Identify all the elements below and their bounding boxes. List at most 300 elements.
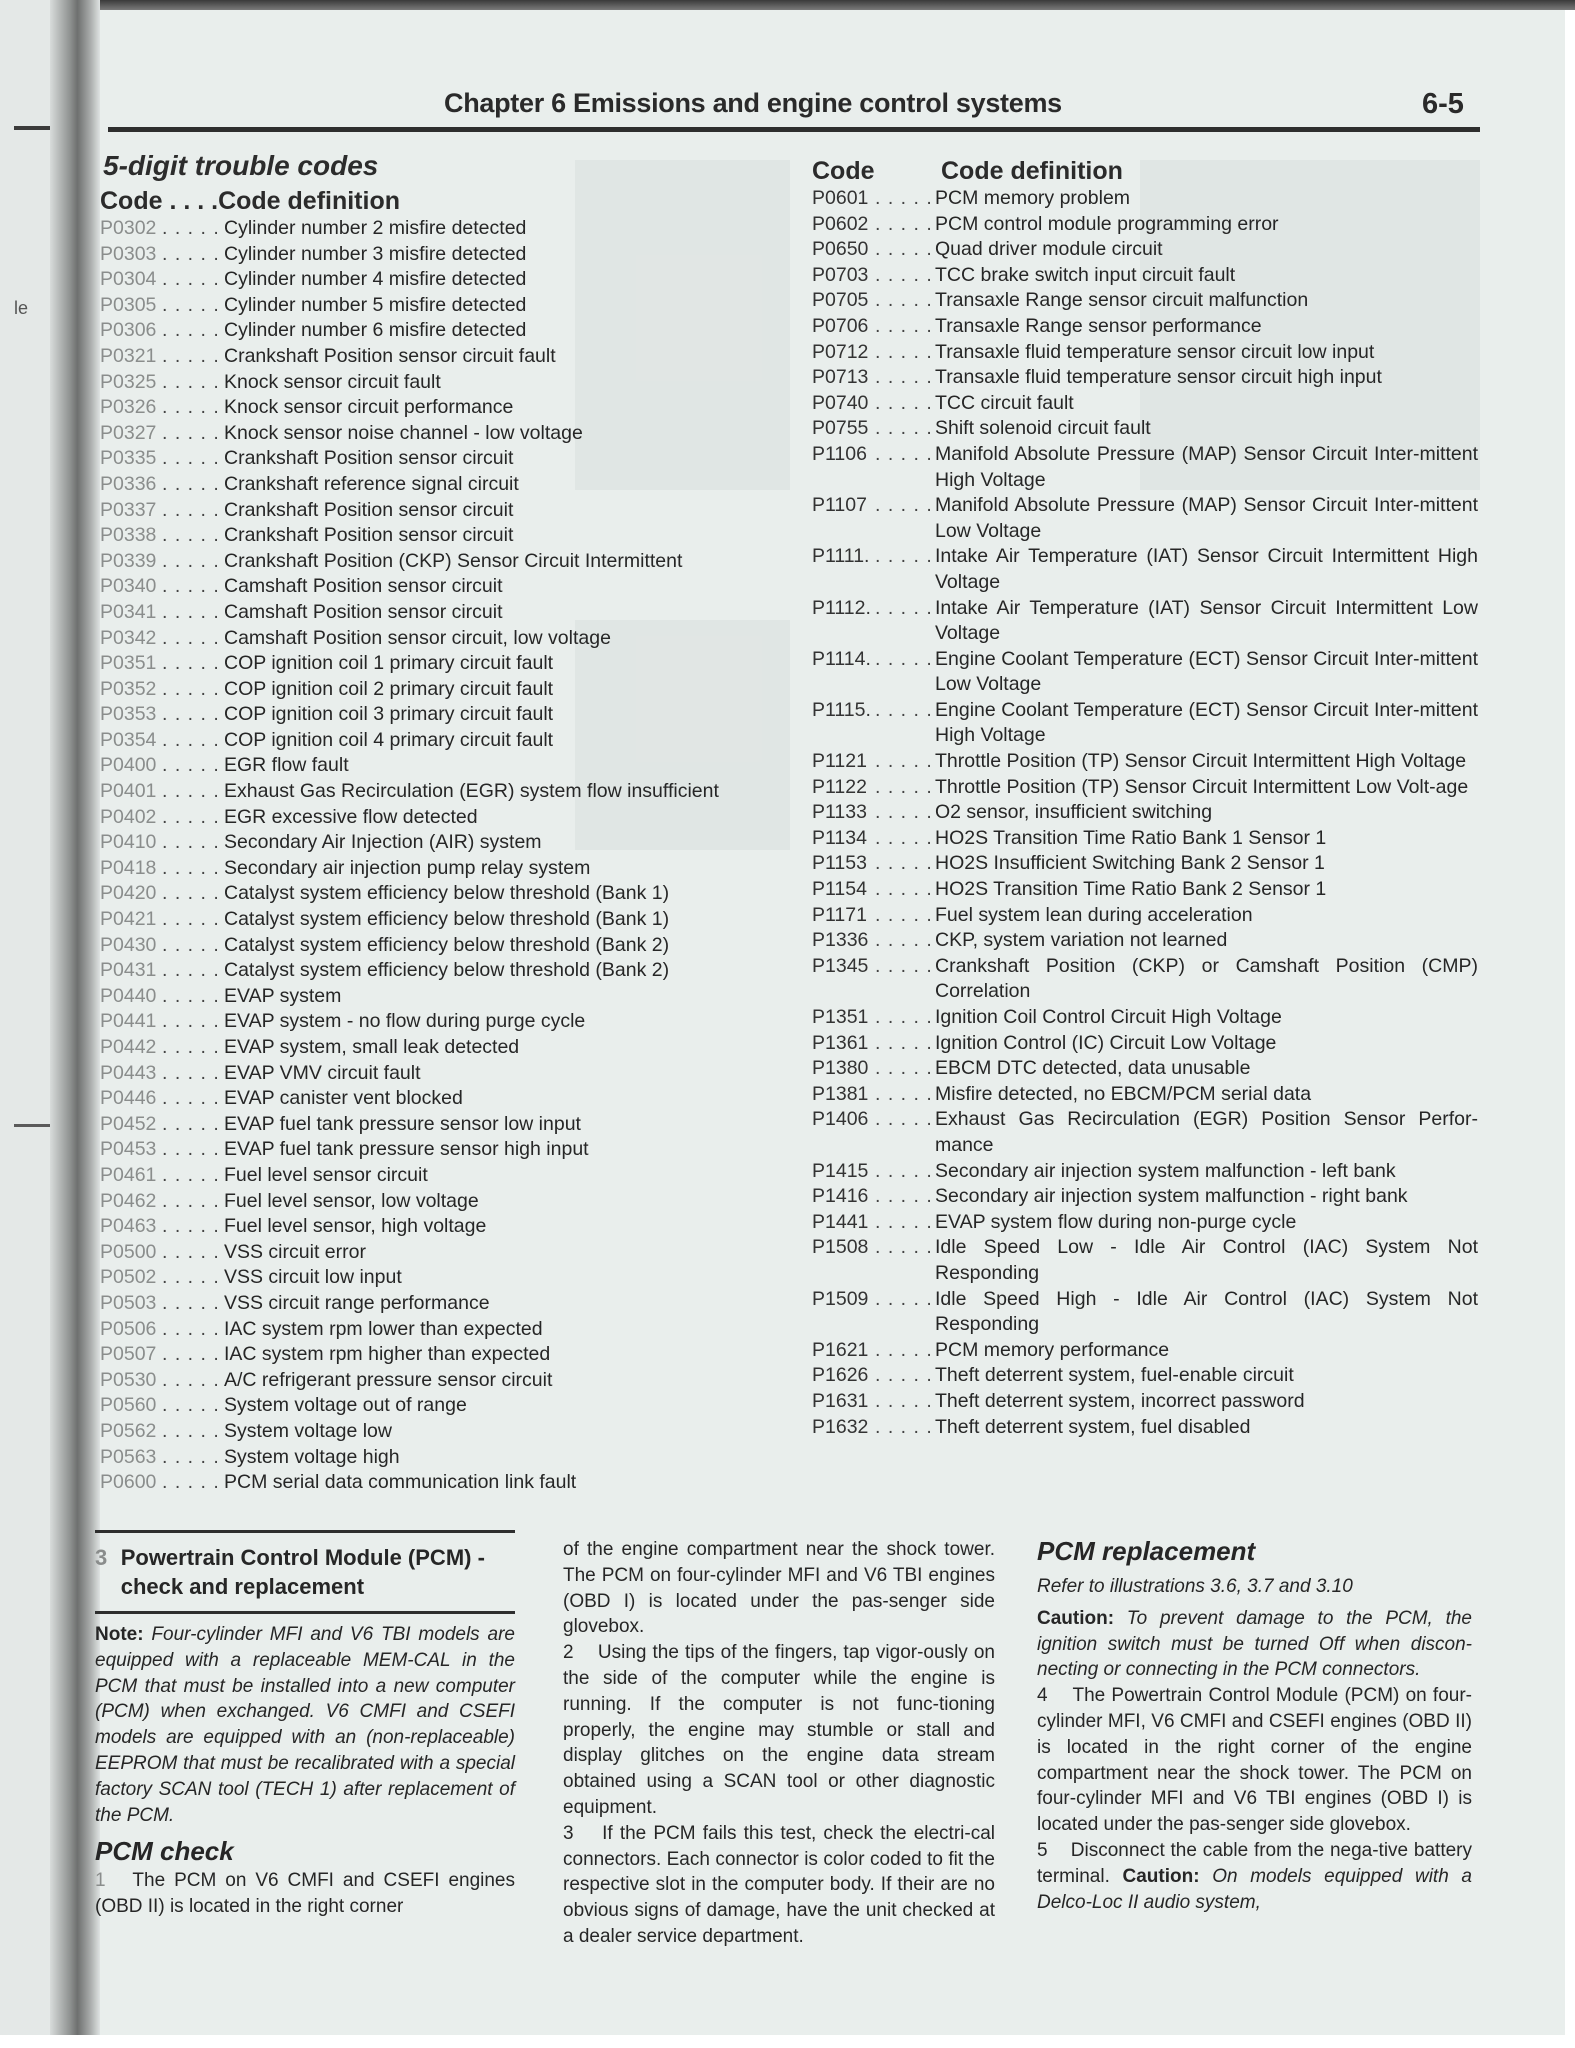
code-row <box>812 544 1478 595</box>
code-value: P1621 <box>812 1338 869 1361</box>
code-row <box>812 928 1478 954</box>
leader-dots: . . . . . <box>875 417 933 440</box>
leader-dots: . . . . . <box>162 1343 220 1366</box>
text-column-1 <box>95 1530 515 1920</box>
leader-dots: . . . . . <box>875 1287 933 1310</box>
code-value: P0453 <box>100 1138 157 1161</box>
code-value: P0430 <box>100 933 157 956</box>
code-value: P0401 <box>100 780 157 803</box>
code-value: P0342 <box>100 626 157 649</box>
code-definition: EBCM DTC detected, data unusable <box>935 1057 1251 1080</box>
code-row <box>100 651 719 677</box>
step-number: 4 <box>1037 1685 1048 1707</box>
code-definition: Camshaft Position sensor circuit <box>224 600 503 623</box>
leader-dots: . . . . . <box>162 1291 220 1314</box>
code-definition: Cylinder number 4 misfire detected <box>224 268 527 291</box>
code-value: P1631 <box>812 1389 869 1412</box>
leader-dots: . . . . . <box>875 801 933 824</box>
subheading-pcm-check: PCM check <box>95 1836 234 1867</box>
code-row <box>812 1056 1478 1082</box>
code-row <box>100 1265 719 1291</box>
column-header-dots: . . . . <box>169 187 219 215</box>
code-row <box>812 800 1478 826</box>
leader-dots: . . . . . <box>162 1445 220 1468</box>
code-definition: PCM serial data communication link fault <box>224 1471 577 1494</box>
code-definition: Transaxle fluid temperature sensor circuit high input <box>935 366 1382 389</box>
code-definition: VSS circuit low input <box>224 1266 402 1289</box>
code-value: P0506 <box>100 1317 157 1340</box>
leader-dots: . . . . . <box>162 882 220 905</box>
code-row <box>812 647 1478 698</box>
code-value: P0441 <box>100 1010 157 1033</box>
caution-paragraph <box>1037 1606 1472 1683</box>
code-row <box>100 600 719 626</box>
code-value: P0327 <box>100 421 157 444</box>
code-definition: Cylinder number 3 misfire detected <box>224 242 527 265</box>
subheading-pcm-replacement: PCM replacement <box>1037 1536 1256 1566</box>
leader-dots: . . . . . <box>162 933 220 956</box>
code-definition: Catalyst system efficiency below threshold (Bank 1) <box>224 908 670 931</box>
leader-dots: . . . . . <box>875 1082 933 1105</box>
leader-dots: . . . . . <box>162 1317 220 1340</box>
code-definition: Exhaust Gas Recirculation (EGR) system flow insufficient <box>224 780 719 803</box>
code-row <box>100 1393 719 1419</box>
leader-dots: . . . . . <box>875 954 933 977</box>
step-paragraph <box>563 1821 995 1950</box>
leader-dots: . . . . . <box>875 1415 933 1438</box>
code-row <box>812 442 1478 493</box>
code-value: P1121 <box>812 750 867 773</box>
trouble-code-table-left <box>100 186 719 1496</box>
code-value: P0354 <box>100 728 157 751</box>
code-definition: Secondary air injection system malfunction - left bank <box>935 1159 1396 1182</box>
code-row <box>100 1342 719 1368</box>
code-row <box>100 933 719 959</box>
leader-dots: . . . . . <box>162 754 220 777</box>
code-row <box>812 1031 1478 1057</box>
leader-dots: . . . . . <box>162 1138 220 1161</box>
caution-label: Caution: <box>1037 1607 1115 1629</box>
code-row <box>812 1159 1478 1185</box>
code-row <box>812 698 1478 749</box>
code-value: P1345 <box>812 954 869 977</box>
code-value: P1171 <box>812 903 867 926</box>
step-number: 1 <box>95 1870 106 1892</box>
section-number: 3 <box>95 1545 108 1570</box>
code-definition: PCM memory problem <box>935 187 1131 209</box>
code-value: P0335 <box>100 447 157 470</box>
leader-dots: . . . . . <box>875 1108 933 1131</box>
code-definition: Intake Air Temperature (IAT) Sensor Circuit Intermittent Low Voltage <box>935 596 1478 645</box>
column-header-definition: Code definition <box>218 187 400 215</box>
code-row <box>812 365 1478 391</box>
code-row <box>100 498 719 524</box>
code-row <box>812 1389 1478 1415</box>
step-number: 2 <box>563 1642 574 1664</box>
leader-dots: . . . . . <box>875 775 933 798</box>
table-header <box>100 186 719 216</box>
code-definition: EVAP VMV circuit fault <box>224 1061 421 1084</box>
code-row <box>812 1287 1478 1338</box>
column-header-code: Code <box>812 157 875 185</box>
code-row <box>812 1005 1478 1031</box>
code-definition: EGR flow fault <box>224 754 349 777</box>
code-value: P0755 <box>812 417 869 440</box>
code-definition: PCM control module programming error <box>935 212 1279 235</box>
step-text: Using the tips of the fingers, tap vigor-ously on the side of the computer while the engine is running. If the computer is not func-tioning properly, the engine may stumble or stall and display glitches on the engine data stream obtained using a SCAN tool or other diagnostic equipment. <box>563 1642 995 1818</box>
code-row <box>100 523 719 549</box>
leader-dots: . . . . . <box>875 494 933 517</box>
code-value: P0418 <box>100 856 157 879</box>
leader-dots: . . . . . <box>875 647 933 670</box>
code-value: P0402 <box>100 805 157 828</box>
code-row <box>100 1214 719 1240</box>
code-value: P0325 <box>100 370 157 393</box>
code-value: P0339 <box>100 549 157 572</box>
leader-dots: . . . . . <box>162 447 220 470</box>
code-definition: Transaxle fluid temperature sensor circuit low input <box>935 340 1375 363</box>
leader-dots: . . . . . <box>875 929 933 952</box>
code-row <box>812 775 1478 801</box>
leader-dots: . . . . . <box>875 1185 933 1208</box>
scan-top-shadow <box>0 0 1575 10</box>
code-row <box>812 212 1478 238</box>
leader-dots: . . . . . <box>162 1087 220 1110</box>
code-row <box>100 1419 719 1445</box>
code-value: P1154 <box>812 878 867 901</box>
code-row <box>812 1082 1478 1108</box>
leader-dots: . . . . . <box>162 703 220 726</box>
code-definition: PCM memory performance <box>935 1338 1170 1361</box>
facing-page-text-fragment: le <box>14 298 29 318</box>
code-row <box>100 830 719 856</box>
leader-dots: . . . . . <box>162 1189 220 1212</box>
code-value: P0305 <box>100 293 157 316</box>
leader-dots: . . . . . <box>162 421 220 444</box>
leader-dots: . . . . . <box>162 831 220 854</box>
leader-dots: . . . . . <box>162 1240 220 1263</box>
step-paragraph <box>563 1640 995 1821</box>
code-row <box>812 186 1478 212</box>
leader-dots: . . . . . <box>875 1006 933 1028</box>
code-definition: EVAP system flow during non-purge cycle <box>935 1210 1297 1233</box>
code-definition: Idle Speed High - Idle Air Control (IAC) System Not Responding <box>935 1287 1478 1336</box>
code-value: P1415 <box>812 1159 869 1182</box>
code-value: P0463 <box>100 1215 157 1238</box>
code-definition: Fuel level sensor circuit <box>224 1163 428 1186</box>
step-text: The Powertrain Control Module (PCM) on four-cylinder MFI, V6 CMFI and CSEFI engines (OBD II) is located in the right corner of the engine compartment near the shock tower. The PCM on four-cylinder MFI and V6 TBI engines (OBD I) is located under the pas-senger side glovebox. <box>1037 1685 1472 1836</box>
code-definition: Camshaft Position sensor circuit <box>224 575 503 598</box>
code-row <box>100 753 719 779</box>
note-label: Note: <box>95 1624 144 1645</box>
leader-dots: . . . . . <box>162 472 220 495</box>
code-definition: Crankshaft Position (CKP) Sensor Circuit Intermittent <box>224 549 683 572</box>
leader-dots: . . . . . <box>162 217 220 239</box>
code-row <box>100 344 719 370</box>
code-row <box>812 314 1478 340</box>
code-row <box>812 851 1478 877</box>
leader-dots: . . . . . <box>875 1389 933 1412</box>
code-definition: EVAP fuel tank pressure sensor high input <box>224 1138 589 1161</box>
code-definition: Theft deterrent system, incorrect password <box>935 1389 1305 1412</box>
code-definition: Throttle Position (TP) Sensor Circuit Intermittent Low Volt-age <box>935 775 1469 798</box>
code-value: P0712 <box>812 340 869 363</box>
leader-dots: . . . . . <box>875 442 933 465</box>
leader-dots: . . . . . <box>162 396 220 419</box>
code-definition: Fuel system lean during acceleration <box>935 903 1253 926</box>
code-value: P0410 <box>100 831 157 854</box>
leader-dots: . . . . . <box>875 750 933 773</box>
leader-dots: . . . . . <box>162 1471 220 1494</box>
code-definition: Ignition Coil Control Circuit High Voltage <box>935 1006 1282 1028</box>
code-value: P1336 <box>812 929 869 952</box>
code-definition: Secondary Air Injection (AIR) system <box>224 831 542 854</box>
code-row <box>100 728 719 754</box>
code-row <box>100 1291 719 1317</box>
code-value: P0562 <box>100 1419 157 1442</box>
code-row <box>812 1415 1478 1441</box>
leader-dots: . . . . . <box>162 1061 220 1084</box>
code-definition: HO2S Transition Time Ratio Bank 2 Sensor 1 <box>935 878 1327 901</box>
code-row <box>100 1112 719 1138</box>
step-continuation: of the engine compartment near the shock tower. The PCM on four-cylinder MFI and V6 TBI engines (OBD I) is located under the pas-senger side glovebox. <box>563 1539 995 1638</box>
code-definition: Catalyst system efficiency below threshold (Bank 2) <box>224 933 670 956</box>
page-number: 6-5 <box>1422 88 1464 120</box>
leader-dots: . . . . . <box>875 878 933 901</box>
leader-dots: . . . . . <box>875 340 933 363</box>
code-definition: Shift solenoid circuit fault <box>935 417 1151 440</box>
table-header <box>812 156 1478 186</box>
code-row <box>812 1107 1478 1158</box>
code-value: P1107 <box>812 494 867 517</box>
leader-dots: . . . . . <box>875 826 933 849</box>
leader-dots: . . . . . <box>875 1338 933 1361</box>
code-value: P1380 <box>812 1057 869 1080</box>
code-value: P0563 <box>100 1445 157 1468</box>
code-row <box>100 1189 719 1215</box>
code-definition: Secondary air injection pump relay system <box>224 856 591 879</box>
code-value: P0706 <box>812 314 869 337</box>
code-definition: Cylinder number 6 misfire detected <box>224 319 527 342</box>
leader-dots: . . . . . <box>162 575 220 598</box>
leader-dots: . . . . . <box>875 238 933 261</box>
leader-dots: . . . . . <box>162 728 220 751</box>
step-paragraph <box>95 1868 515 1920</box>
step-text: If the PCM fails this test, check the electri-cal connectors. Each connector is color coded to fit the respective slot in the computer body. If their are no obvious signs of damage, have the unit checked at a dealer service department. <box>563 1822 995 1947</box>
leader-dots: . . . . . <box>162 984 220 1007</box>
code-row <box>100 574 719 600</box>
code-definition: Crankshaft Position sensor circuit <box>224 447 514 470</box>
leader-dots: . . . . . <box>875 852 933 875</box>
code-definition: EGR excessive flow detected <box>224 805 478 828</box>
code-definition: A/C refrigerant pressure sensor circuit <box>224 1368 553 1391</box>
code-value: P1153 <box>812 852 867 875</box>
code-value: P0306 <box>100 319 157 342</box>
code-value: P0507 <box>100 1343 157 1366</box>
code-definition: EVAP system - no flow during purge cycle <box>224 1010 586 1033</box>
code-value: P0336 <box>100 472 157 495</box>
step-text: Disconnect the cable from the nega-tive battery terminal. <box>1037 1839 1472 1887</box>
code-value: P1509 <box>812 1287 869 1310</box>
code-row <box>812 1338 1478 1364</box>
code-value: P0462 <box>100 1189 157 1212</box>
code-value: P0446 <box>100 1087 157 1110</box>
code-row <box>100 907 719 933</box>
code-row <box>100 881 719 907</box>
code-row <box>100 1086 719 1112</box>
leader-dots: . . . . . <box>162 1036 220 1058</box>
book-gutter <box>50 0 100 2035</box>
leader-dots: . . . . . <box>875 903 933 926</box>
code-value: P0353 <box>100 703 157 726</box>
code-definition: VSS circuit range performance <box>224 1291 490 1314</box>
column-header-code: Code <box>100 187 163 215</box>
leader-dots: . . . . . <box>162 626 220 649</box>
running-head: Chapter 6 Emissions and engine control systems <box>444 88 1062 118</box>
code-row <box>100 421 719 447</box>
leader-dots: . . . . . <box>162 242 220 265</box>
leader-dots: . . . . . <box>162 549 220 572</box>
code-value: P1626 <box>812 1364 869 1387</box>
code-row <box>100 1445 719 1471</box>
code-value: P0601 <box>812 187 869 209</box>
step-text: The PCM on V6 CMFI and CSEFI engines (OBD II) is located in the right corner <box>95 1870 515 1918</box>
caution-text: On models equipped with a Delco-Loc II audio system, <box>1037 1865 1472 1913</box>
code-definition: Idle Speed Low - Idle Air Control (IAC) System Not Responding <box>935 1236 1478 1284</box>
leader-dots: . . . . . <box>162 1419 220 1442</box>
leader-dots: . . . . . <box>875 596 933 619</box>
code-value: P0600 <box>100 1471 157 1494</box>
leader-dots: . . . . . <box>162 268 220 291</box>
leader-dots: . . . . . <box>875 1210 933 1233</box>
code-row <box>812 903 1478 929</box>
code-definition: Transaxle Range sensor performance <box>935 314 1262 337</box>
code-value: P0443 <box>100 1061 157 1084</box>
code-row <box>812 263 1478 289</box>
code-value: P0340 <box>100 575 157 598</box>
code-definition: Intake Air Temperature (IAT) Sensor Circuit Intermittent High Voltage <box>935 545 1478 593</box>
code-value: P0351 <box>100 652 157 675</box>
code-value: P1122 <box>812 775 867 798</box>
code-row <box>812 877 1478 903</box>
code-row <box>812 596 1478 647</box>
code-value: P1632 <box>812 1415 869 1438</box>
section-heading <box>95 1543 515 1601</box>
code-value: P1441 <box>812 1210 869 1233</box>
code-definition: Ignition Control (IC) Circuit Low Voltage <box>935 1031 1277 1054</box>
code-value: P0431 <box>100 959 157 982</box>
code-definition: Camshaft Position sensor circuit, low voltage <box>224 626 611 649</box>
leader-dots: . . . . . <box>162 1266 220 1289</box>
code-value: P0461 <box>100 1163 157 1186</box>
code-value: P0740 <box>812 391 869 414</box>
code-row <box>812 1235 1478 1286</box>
text-column-2 <box>563 1537 995 1950</box>
code-row <box>812 493 1478 544</box>
code-definition: EVAP fuel tank pressure sensor low input <box>224 1112 581 1135</box>
illustration-reference: Refer to illustrations 3.6, 3.7 and 3.10 <box>1037 1576 1353 1597</box>
step-paragraph <box>1037 1683 1472 1838</box>
leader-dots: . . . . . <box>875 391 933 414</box>
leader-dots: . . . . . <box>875 1159 933 1182</box>
code-definition: Crankshaft Position sensor circuit fault <box>224 344 556 367</box>
code-definition: Crankshaft Position (CKP) or Camshaft Position (CMP) Correlation <box>935 954 1478 1003</box>
code-row <box>100 677 719 703</box>
code-definition: EVAP system, small leak detected <box>224 1036 520 1058</box>
code-value: P1361 <box>812 1031 869 1054</box>
code-definition: Theft deterrent system, fuel disabled <box>935 1415 1251 1438</box>
code-row <box>100 242 719 268</box>
code-value: P1406 <box>812 1108 869 1131</box>
leader-dots: . . . . . <box>162 856 220 879</box>
code-row <box>100 293 719 319</box>
leader-dots: . . . . . <box>875 1236 933 1259</box>
section-heading-text: Powertrain Control Module (PCM) - check and replacement <box>120 1545 485 1599</box>
code-definition: Crankshaft Position sensor circuit <box>224 524 514 547</box>
code-row <box>812 288 1478 314</box>
leader-dots: . . . . . <box>875 1364 933 1387</box>
code-definition: Knock sensor circuit performance <box>224 396 514 419</box>
code-definition: Secondary air injection system malfunction - right bank <box>935 1185 1408 1208</box>
leader-dots: . . . . . <box>875 263 933 286</box>
code-definition: Engine Coolant Temperature (ECT) Sensor Circuit Inter-mittent High Voltage <box>935 698 1478 747</box>
code-row <box>812 749 1478 775</box>
code-row <box>100 1137 719 1163</box>
code-row <box>100 549 719 575</box>
code-row <box>100 984 719 1010</box>
leader-dots: . . . . . <box>162 908 220 931</box>
leader-dots: . . . . . <box>162 344 220 367</box>
code-value: P0502 <box>100 1266 157 1289</box>
leader-dots: . . . . . <box>875 1057 933 1080</box>
code-definition: Exhaust Gas Recirculation (EGR) Position Sensor Perfor-mance <box>935 1108 1478 1156</box>
code-definition: Cylinder number 2 misfire detected <box>224 217 527 239</box>
code-row <box>100 370 719 396</box>
code-value: P0338 <box>100 524 157 547</box>
code-definition: TCC circuit fault <box>935 391 1074 414</box>
section-title: 5-digit trouble codes <box>103 150 379 181</box>
code-row <box>812 237 1478 263</box>
code-row <box>100 805 719 831</box>
header-rule <box>108 127 1480 132</box>
code-definition: Knock sensor circuit fault <box>224 370 441 393</box>
trouble-code-table-right <box>812 156 1478 1440</box>
code-definition: O2 sensor, insufficient switching <box>935 801 1213 824</box>
leader-dots: . . . . . <box>875 212 933 235</box>
leader-dots: . . . . . <box>162 600 220 623</box>
code-row <box>100 267 719 293</box>
code-row <box>100 1035 719 1061</box>
leader-dots: . . . . . <box>875 187 933 209</box>
code-row <box>812 1184 1478 1210</box>
code-definition: HO2S Insufficient Switching Bank 2 Sensor 1 <box>935 852 1325 875</box>
step-number: 5 <box>1037 1839 1048 1861</box>
code-definition: EVAP canister vent blocked <box>224 1087 463 1110</box>
leader-dots: . . . . . <box>875 289 933 312</box>
code-definition: COP ignition coil 1 primary circuit fault <box>224 652 554 675</box>
code-definition: System voltage low <box>224 1419 392 1442</box>
code-definition: HO2S Transition Time Ratio Bank 1 Sensor 1 <box>935 826 1327 849</box>
code-definition: System voltage out of range <box>224 1394 467 1417</box>
leader-dots: . . . . . <box>875 698 933 721</box>
code-value: P0650 <box>812 238 869 261</box>
code-definition: System voltage high <box>224 1445 400 1468</box>
leader-dots: . . . . . <box>162 1112 220 1135</box>
leader-dots: . . . . . <box>162 293 220 316</box>
code-definition: Theft deterrent system, fuel-enable circuit <box>935 1364 1294 1387</box>
code-definition: Crankshaft Position sensor circuit <box>224 498 514 521</box>
caution-text: To prevent damage to the PCM, the ignition switch must be turned Off when discon-necting or connecting in the PCM connectors. <box>1037 1607 1472 1681</box>
